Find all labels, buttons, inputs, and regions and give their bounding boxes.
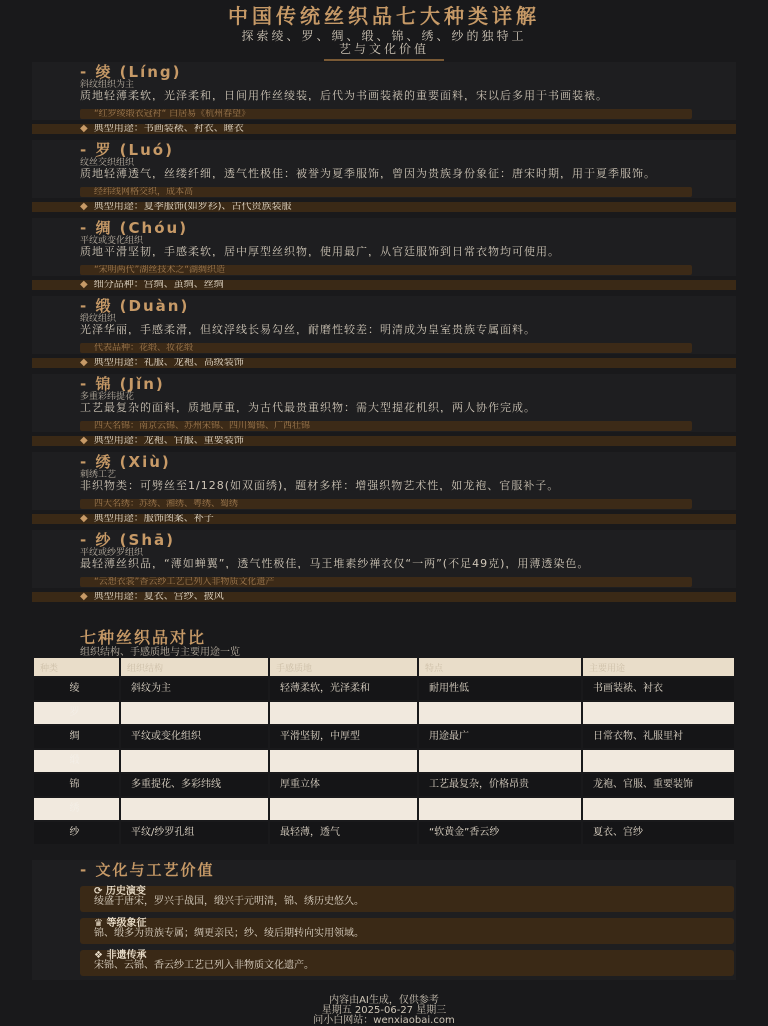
cell-usage: 书画装裱、衬衣 bbox=[583, 678, 734, 700]
page-subtitle: 探索绫、罗、绸、缎、锦、绣、纱的独特工 bbox=[241, 29, 527, 43]
cell-name: 绫 bbox=[34, 678, 119, 700]
fabric-title-text: 缎 (Duàn) bbox=[95, 297, 190, 315]
fabric-title bbox=[80, 532, 728, 548]
bullet-icon: - bbox=[80, 63, 96, 81]
cell-structure: 斜纹为主 bbox=[121, 678, 268, 700]
culture-item-heading-text: 历史演变 bbox=[105, 886, 146, 897]
gem-icon: ◆ bbox=[80, 202, 88, 212]
bullet-icon: - bbox=[80, 453, 96, 471]
comparison-section bbox=[32, 628, 736, 838]
cell-feature: 耐用性低 bbox=[419, 678, 581, 700]
fabric-usage bbox=[32, 358, 736, 368]
fabric-title-text: 绣 (Xiù) bbox=[95, 453, 171, 471]
bullet-icon: - bbox=[80, 531, 96, 549]
column-header: 主要用途 bbox=[583, 658, 734, 676]
fabric-note: 四大名绣：苏绣、湘绣、粤绣、蜀绣 bbox=[80, 499, 692, 509]
gem-icon: ◆ bbox=[80, 124, 88, 134]
fabric-description: 非织物类：可劈丝至1/128(如双面绣)，题材多样：增强织物艺术性，如龙袍、官服补子。 bbox=[80, 480, 560, 491]
fabric-usage bbox=[32, 280, 736, 290]
fabric-structure: 平纹或纱罗组织 bbox=[80, 548, 144, 558]
footer-disclaimer: 内容由AI生成，仅供参考 bbox=[329, 995, 439, 1006]
table-row bbox=[34, 726, 734, 748]
bullet-icon: - bbox=[80, 297, 96, 315]
fabric-structure: 斜纹组织为主 bbox=[80, 80, 135, 90]
bullet-icon: - bbox=[80, 141, 96, 159]
page-title: 中国传统丝织品七大种类详解 bbox=[228, 4, 540, 28]
fabric-description: 质地轻薄透气，丝缕纤细，透气性极佳：被誉为夏季服饰，曾因为贵族身份象征：唐宋时期，用于夏季服饰。 bbox=[80, 168, 656, 179]
table-row bbox=[34, 702, 734, 724]
fabric-note: “云想衣裳”香云纱工艺已列入非物质文化遗产 bbox=[80, 577, 692, 587]
fabric-title bbox=[80, 454, 728, 470]
culture-item bbox=[80, 918, 734, 944]
cell-feature: “软黄金”香云纱 bbox=[419, 822, 581, 844]
fabric-usage bbox=[32, 124, 736, 134]
cell-structure bbox=[121, 702, 268, 724]
cell-texture bbox=[270, 702, 417, 724]
title-divider bbox=[324, 59, 444, 61]
fabric-card bbox=[32, 296, 736, 374]
culture-item-desc: 宋锦、云锦、香云纱工艺已列入非物质文化遗产。 bbox=[94, 960, 314, 971]
cell-texture bbox=[270, 798, 417, 820]
fabric-usage-text: 典型用途：书画装裱、衬衣、睡衣 bbox=[93, 124, 244, 134]
cell-feature bbox=[419, 702, 581, 724]
cell-feature: 用途最广 bbox=[419, 726, 581, 748]
fabric-title bbox=[80, 298, 728, 314]
culture-item-heading-text: 等级象征 bbox=[106, 918, 147, 929]
cell-feature bbox=[419, 750, 581, 772]
fabric-usage-text: 典型用途：夏季服饰(如罗衫)、古代贵族装服 bbox=[93, 202, 292, 212]
fabric-card bbox=[32, 374, 736, 452]
comparison-table bbox=[32, 656, 736, 846]
fabric-description: 工艺最复杂的面料，质地厚重，为古代最贵重织物：需大型提花机织，两人协作完成。 bbox=[80, 402, 536, 413]
fabric-card bbox=[32, 530, 736, 608]
cell-usage bbox=[583, 750, 734, 772]
culture-item bbox=[80, 950, 734, 976]
cell-name: 罗 bbox=[34, 702, 119, 724]
fabric-usage bbox=[32, 592, 736, 602]
cell-feature bbox=[419, 798, 581, 820]
fabric-description: 质地平滑坚韧，手感柔软，居中厚型丝织物，使用最广，从官廷服饰到日常衣物均可使用。 bbox=[80, 246, 560, 257]
fabric-cards bbox=[32, 62, 736, 608]
culture-item-heading-text: 非遗传承 bbox=[106, 950, 147, 961]
fabric-usage-text: 典型用途：龙袍、官服、重要装饰 bbox=[93, 436, 244, 446]
gem-icon: ◆ bbox=[80, 514, 88, 524]
cell-structure bbox=[121, 750, 268, 772]
fabric-description: 质地轻薄柔软，光泽柔和，日间用作丝绫装，后代为书画装裱的重要面料，宋以后多用于书画装裱。 bbox=[80, 90, 608, 101]
fabric-usage-text: 典型用途：服饰图案、补子 bbox=[93, 514, 214, 524]
fabric-title-text: 纱 (Shā) bbox=[95, 531, 175, 549]
cell-structure: 平纹或变化组织 bbox=[121, 726, 268, 748]
table-header-row bbox=[34, 658, 734, 676]
fabric-description: 光泽华丽，手感柔滑，但纹浮线长易勾丝，耐磨性较差：明清成为皇室贵族专属面料。 bbox=[80, 324, 536, 335]
column-header: 种类 bbox=[34, 658, 119, 676]
column-header: 组织结构 bbox=[121, 658, 268, 676]
cell-name: 锦 bbox=[34, 774, 119, 796]
culture-item-desc: 绫盛于唐宋，罗兴于战国，缎兴于元明清，锦、绣历史悠久。 bbox=[94, 896, 364, 907]
culture-section bbox=[32, 860, 736, 980]
column-header: 手感质地 bbox=[270, 658, 417, 676]
header bbox=[0, 0, 768, 61]
fabric-usage-text: 典型用途：礼服、龙袍、高级装饰 bbox=[93, 358, 244, 368]
fabric-note: 代表品种：花缎、妆花缎 bbox=[80, 343, 692, 353]
cell-structure bbox=[121, 798, 268, 820]
fabric-title-text: 锦 (Jǐn) bbox=[95, 375, 165, 393]
fabric-usage bbox=[32, 202, 736, 212]
cell-usage bbox=[583, 702, 734, 724]
fabric-usage-text: 典型用途：夏衣、宫纱、披风 bbox=[93, 592, 224, 602]
gem-icon: ◆ bbox=[80, 280, 88, 290]
culture-item-desc: 锦、缎多为贵族专属；绸更亲民；纱、绫后期转向实用领域。 bbox=[94, 928, 364, 939]
fabric-title-text: 绸 (Chóu) bbox=[95, 219, 189, 237]
bullet-icon: - bbox=[80, 861, 96, 879]
fabric-structure: 刺绣工艺 bbox=[80, 470, 117, 480]
fabric-structure: 缎纹组织 bbox=[80, 314, 117, 324]
footer-link[interactable]: 问小白网站：wenxiaobai.com bbox=[313, 1015, 455, 1026]
cell-usage: 龙袍、官服、重要装饰 bbox=[583, 774, 734, 796]
fabric-title bbox=[80, 220, 728, 236]
culture-item bbox=[80, 886, 734, 912]
history-icon: ⟳ bbox=[94, 886, 103, 897]
crown-icon: ♛ bbox=[94, 918, 103, 929]
fabric-title-text: 罗 (Luó) bbox=[95, 141, 174, 159]
culture-title bbox=[32, 860, 736, 878]
fabric-structure: 平纹或变化组织 bbox=[80, 236, 144, 246]
gem-icon: ◆ bbox=[80, 436, 88, 446]
fabric-note: 四大名锦：南京云锦、苏州宋锦、四川蜀锦、广西壮锦 bbox=[80, 421, 692, 431]
footer bbox=[0, 996, 768, 1026]
cell-structure: 多重提花、多彩纬线 bbox=[121, 774, 268, 796]
cell-texture: 厚重立体 bbox=[270, 774, 417, 796]
cell-usage: 日常衣物、礼服里衬 bbox=[583, 726, 734, 748]
page-subtitle-continued: 艺与文化价值 bbox=[338, 42, 429, 56]
footer-date: 星期五 2025-06-27 星期三 bbox=[321, 1005, 447, 1016]
cell-name: 缎 bbox=[34, 750, 119, 772]
cell-name: 纱 bbox=[34, 822, 119, 844]
fabric-card bbox=[32, 140, 736, 218]
fabric-structure: 多重彩纬提花 bbox=[80, 392, 135, 402]
fabric-card bbox=[32, 452, 736, 530]
fabric-note: “宋明两代”湖丝技术之“湖绸织造 bbox=[80, 265, 692, 275]
fabric-card bbox=[32, 218, 736, 296]
table-row bbox=[34, 774, 734, 796]
table-row bbox=[34, 750, 734, 772]
gem-icon: ◆ bbox=[80, 358, 88, 368]
table-row bbox=[34, 678, 734, 700]
fabric-usage-text: 细分品种：宫绸、茧绸、丝绸 bbox=[93, 280, 224, 290]
cell-usage: 夏衣、宫纱 bbox=[583, 822, 734, 844]
comparison-title: 七种丝织品对比 bbox=[80, 628, 207, 647]
cell-texture: 平滑坚韧，中厚型 bbox=[270, 726, 417, 748]
table-row bbox=[34, 798, 734, 820]
heritage-icon: ❖ bbox=[94, 950, 103, 961]
cell-feature: 工艺最复杂，价格昂贵 bbox=[419, 774, 581, 796]
column-header: 特点 bbox=[419, 658, 581, 676]
gem-icon: ◆ bbox=[80, 592, 88, 602]
cell-structure: 平纹/纱罗孔组 bbox=[121, 822, 268, 844]
fabric-title bbox=[80, 376, 728, 392]
fabric-description: 最轻薄丝织品，“薄如蝉翼”，透气性极佳，马王堆素纱禅衣仅“一两”(不足49克)，用薄透染色。 bbox=[80, 558, 590, 569]
bullet-icon: - bbox=[80, 219, 96, 237]
culture-title-text: 文化与工艺价值 bbox=[95, 861, 215, 879]
fabric-card bbox=[32, 62, 736, 140]
fabric-structure: 纹丝交织组织 bbox=[80, 158, 135, 168]
table-row bbox=[34, 822, 734, 844]
cell-texture bbox=[270, 750, 417, 772]
fabric-title bbox=[80, 142, 728, 158]
cell-name: 绸 bbox=[34, 726, 119, 748]
fabric-note: “红罗绫缎衣冠衬“ 白居易《杭州春望》 bbox=[80, 109, 692, 119]
bullet-icon: - bbox=[80, 375, 96, 393]
fabric-title bbox=[80, 64, 728, 80]
cell-usage bbox=[583, 798, 734, 820]
fabric-usage bbox=[32, 514, 736, 524]
cell-texture: 最轻薄，透气 bbox=[270, 822, 417, 844]
cell-name: 绣 bbox=[34, 798, 119, 820]
fabric-title-text: 绫 (Líng) bbox=[95, 63, 182, 81]
fabric-note: 经纬线网格交织，成本高 bbox=[80, 187, 692, 197]
fabric-usage bbox=[32, 436, 736, 446]
comparison-subtitle: 组织结构、手感质地与主要用途一览 bbox=[80, 647, 240, 658]
cell-texture: 轻薄柔软，光泽柔和 bbox=[270, 678, 417, 700]
